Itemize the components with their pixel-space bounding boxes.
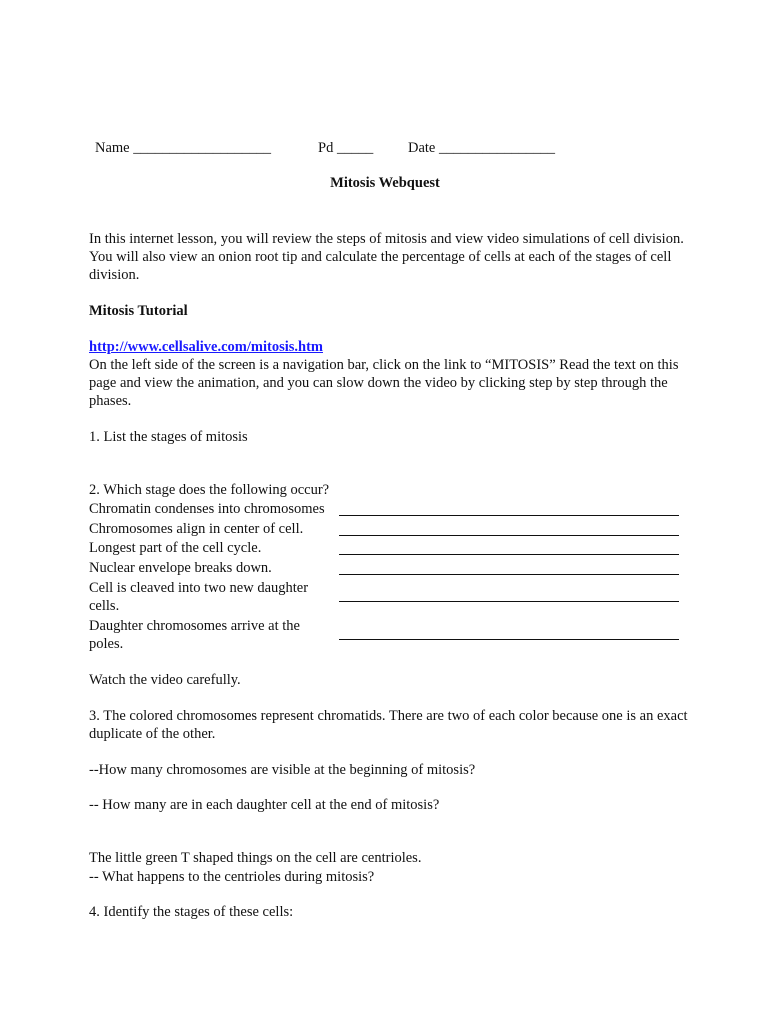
centrioles-statement: The little green T shaped things on the cell are centrioles. bbox=[89, 850, 422, 866]
answer-line[interactable] bbox=[339, 535, 679, 536]
question-2-item bbox=[89, 617, 689, 655]
answer-line[interactable] bbox=[339, 639, 679, 640]
page-title: Mitosis Webquest bbox=[330, 175, 440, 191]
question-3-sub-2: -- How many are in each daughter cell at the end of mitosis? bbox=[89, 797, 440, 813]
question-2-item bbox=[89, 559, 689, 579]
tutorial-instructions: On the left side of the screen is a navigation bar, click on the link to “MITOSIS” Read the text on this page and view the animation, and you can slow down the video by clicking step by step through the phases. bbox=[89, 357, 679, 409]
question-2-item-label: Chromatin condenses into chromosomes bbox=[89, 501, 325, 517]
period-field-label: Pd _____ bbox=[318, 140, 374, 156]
question-3-sub-1: --How many chromosomes are visible at the beginning of mitosis? bbox=[89, 762, 476, 778]
question-1: 1. List the stages of mitosis bbox=[89, 429, 248, 445]
date-field-label: Date ________________ bbox=[408, 140, 555, 156]
question-2-prompt: 2. Which stage does the following occur? bbox=[89, 482, 330, 498]
question-2-item bbox=[89, 579, 689, 617]
watch-instruction: Watch the video carefully. bbox=[89, 672, 241, 688]
question-2-item-label: Nuclear envelope breaks down. bbox=[89, 560, 272, 576]
tutorial-heading: Mitosis Tutorial bbox=[89, 303, 188, 319]
intro-paragraph: In this internet lesson, you will review the steps of mitosis and view video simulations of cell division. You will also view an onion root tip and calculate the percentage of cells at each of the stages of cell division. bbox=[89, 231, 684, 283]
question-2-item-label: Longest part of the cell cycle. bbox=[89, 540, 262, 556]
question-3-prompt: 3. The colored chromosomes represent chromatids. There are two of each color because one is an exact duplicate of the other. bbox=[89, 708, 688, 742]
name-field-label: Name ___________________ bbox=[95, 140, 271, 156]
question-4: 4. Identify the stages of these cells: bbox=[89, 904, 294, 920]
answer-line[interactable] bbox=[339, 574, 679, 575]
question-2-item bbox=[89, 539, 689, 559]
tutorial-link-row bbox=[89, 338, 689, 356]
cellsalive-link[interactable]: http://www.cellsalive.com/mitosis.htm bbox=[89, 339, 323, 355]
question-2-item bbox=[89, 520, 689, 540]
question-2-item-label: Daughter chromosomes arrive at the poles. bbox=[89, 618, 300, 652]
answer-line[interactable] bbox=[339, 515, 679, 516]
question-2-item-label: Cell is cleaved into two new daughter cells. bbox=[89, 580, 309, 614]
answer-line[interactable] bbox=[339, 601, 679, 602]
question-2-item-label: Chromosomes align in center of cell. bbox=[89, 521, 304, 537]
answer-line[interactable] bbox=[339, 554, 679, 555]
question-2-item bbox=[89, 500, 689, 520]
centrioles-question: -- What happens to the centrioles during mitosis? bbox=[89, 869, 375, 885]
